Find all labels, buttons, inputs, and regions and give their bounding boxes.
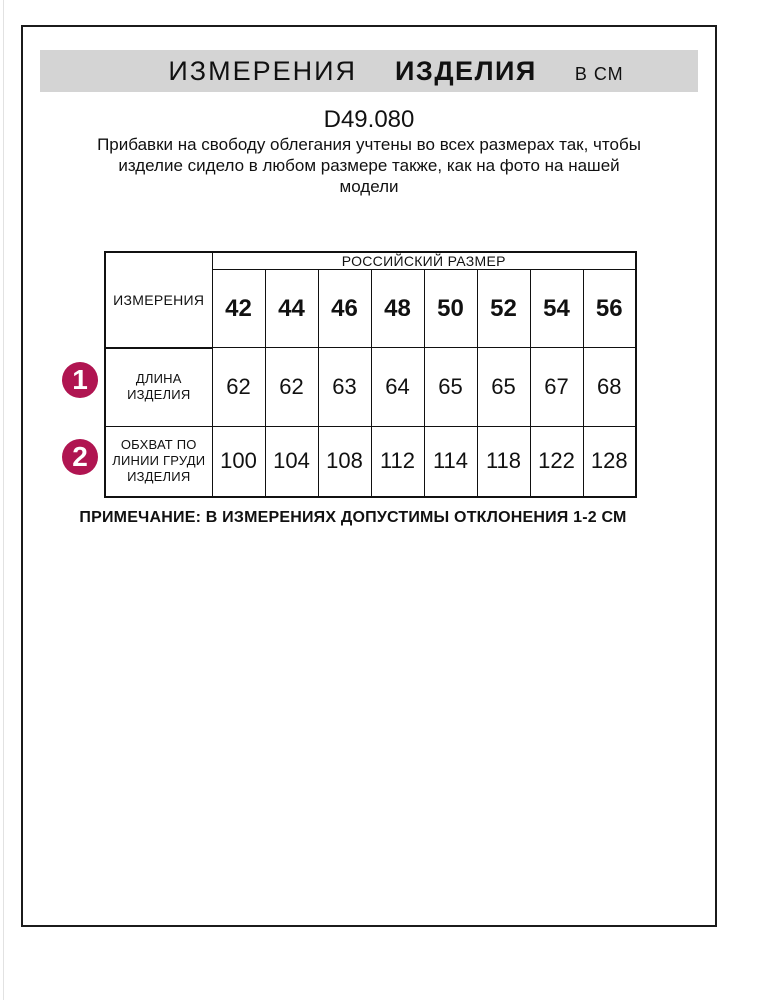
description-line-1: Прибавки на свободу облегания учтены во всех размерах так, чтобы bbox=[97, 135, 641, 154]
page-scan-edge bbox=[3, 0, 4, 1000]
row-label-chest bbox=[105, 426, 212, 497]
title-measurements: ИЗМЕРЕНИЯ bbox=[168, 56, 357, 86]
measurements-table bbox=[104, 251, 637, 498]
table-row-chest bbox=[105, 426, 636, 497]
chest-value: 100 bbox=[212, 426, 265, 497]
length-value: 65 bbox=[424, 348, 477, 427]
row-marker-1: 1 bbox=[62, 362, 98, 398]
size-group-row bbox=[105, 252, 636, 270]
chest-value: 122 bbox=[530, 426, 583, 497]
size-col-header: 50 bbox=[424, 270, 477, 348]
size-col-header: 52 bbox=[477, 270, 530, 348]
length-value: 62 bbox=[265, 348, 318, 427]
title-product: ИЗДЕЛИЯ bbox=[395, 56, 537, 86]
size-col-header: 42 bbox=[212, 270, 265, 348]
description-line-2: изделие сидело в любом размере также, как на фото на нашей bbox=[118, 156, 620, 175]
chest-value: 118 bbox=[477, 426, 530, 497]
size-col-header: 46 bbox=[318, 270, 371, 348]
length-value: 65 bbox=[477, 348, 530, 427]
chest-value: 112 bbox=[371, 426, 424, 497]
length-value: 67 bbox=[530, 348, 583, 427]
chest-value: 114 bbox=[424, 426, 477, 497]
fit-description bbox=[84, 134, 654, 197]
chest-value: 108 bbox=[318, 426, 371, 497]
tolerance-note: ПРИМЕЧАНИЕ: В ИЗМЕРЕНИЯХ ДОПУСТИМЫ ОТКЛОНЕНИЯ 1-2 СМ bbox=[79, 509, 627, 526]
length-value: 63 bbox=[318, 348, 371, 427]
row-marker-2: 2 bbox=[62, 439, 98, 475]
size-col-header: 56 bbox=[583, 270, 636, 348]
chest-value: 104 bbox=[265, 426, 318, 497]
description-line-3: модели bbox=[339, 177, 399, 196]
row-label-line: ОБХВАТ ПО bbox=[120, 437, 197, 452]
row-label-line: ИЗДЕЛИЯ bbox=[127, 469, 191, 484]
size-col-header: 48 bbox=[371, 270, 424, 348]
length-value: 68 bbox=[583, 348, 636, 427]
table-row-length bbox=[105, 348, 636, 427]
length-value: 62 bbox=[212, 348, 265, 427]
product-code: D49.080 bbox=[323, 106, 415, 133]
chest-value: 128 bbox=[583, 426, 636, 497]
size-col-header: 54 bbox=[530, 270, 583, 348]
title-unit: В СМ bbox=[574, 64, 624, 84]
size-group-header: РОССИЙСКИЙ РАЗМЕР bbox=[212, 252, 636, 270]
row-label-length bbox=[105, 348, 212, 427]
size-col-header: 44 bbox=[265, 270, 318, 348]
table-corner-header: ИЗМЕРЕНИЯ bbox=[105, 252, 212, 348]
row-label-line: ЛИНИИ ГРУДИ bbox=[112, 453, 206, 468]
title-bar bbox=[40, 50, 698, 92]
row-label-line: ИЗДЕЛИЯ bbox=[127, 387, 191, 402]
row-label-line: ДЛИНА bbox=[135, 371, 182, 386]
length-value: 64 bbox=[371, 348, 424, 427]
